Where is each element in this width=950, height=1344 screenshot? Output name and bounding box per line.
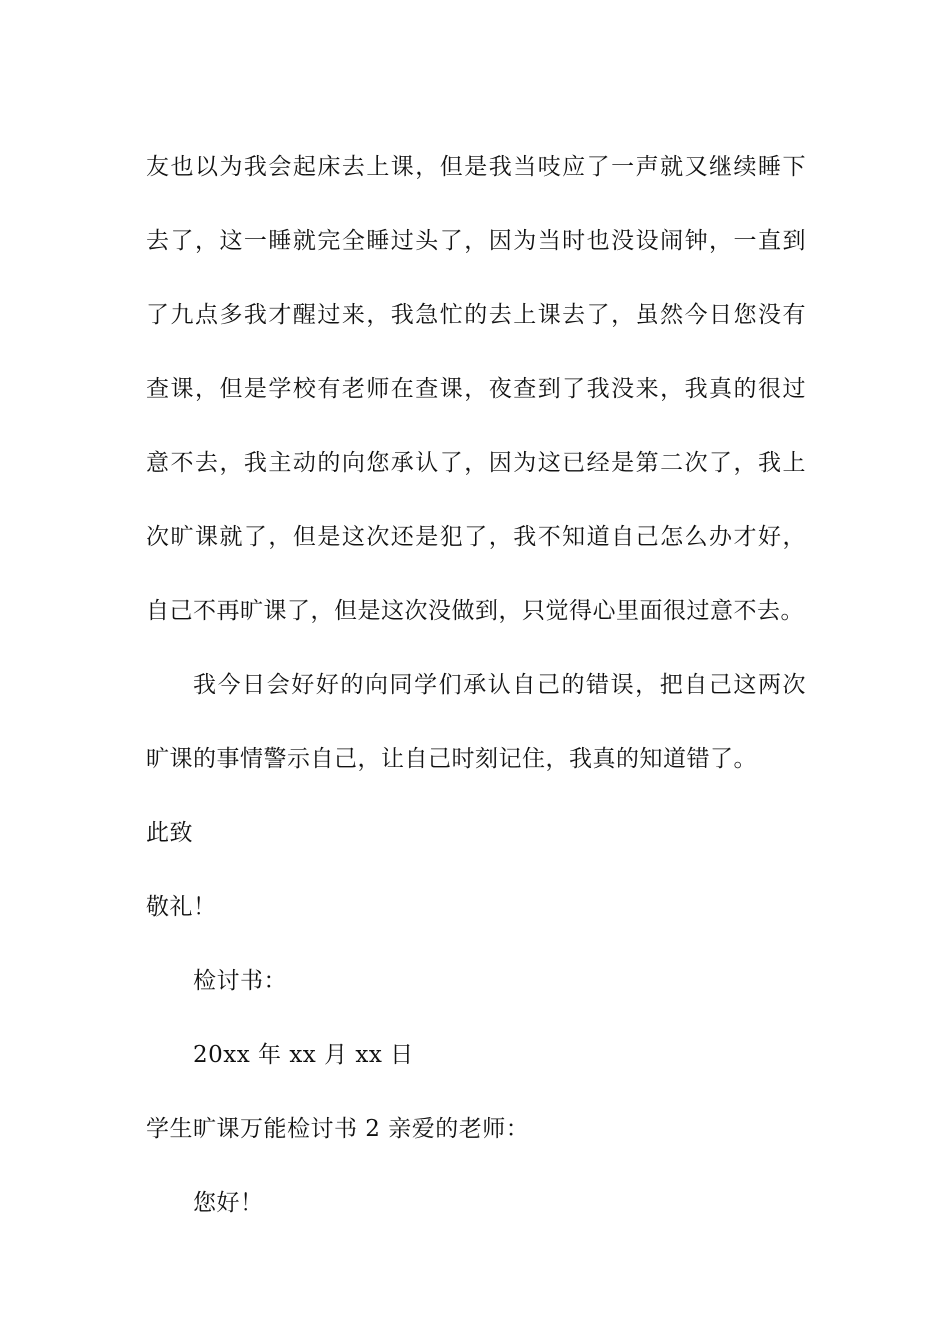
paragraph-line: 自己不再旷课了，但是这次没做到，只觉得心里面很过意不去。 (146, 598, 804, 624)
paragraph-line: 意不去，我主动的向您承认了，因为这已经是第二次了，我上 (146, 450, 806, 476)
salutation-line: 敬礼！ (146, 894, 217, 920)
paragraph-line: 了九点多我才醒过来，我急忙的去上课去了，虽然今日您没有 (146, 302, 806, 328)
signature-label: 检讨书： (193, 968, 287, 994)
date-line: 20xx 年 xx 月 xx 日 (193, 1042, 414, 1068)
paragraph-line: 我今日会好好的向同学们承认自己的错误，把自己这两次 (193, 672, 806, 698)
paragraph-line: 去了，这一睡就完全睡过头了，因为当时也没设闹钟，一直到 (146, 228, 806, 254)
paragraph-line: 查课，但是学校有老师在查课，夜查到了我没来，我真的很过 (146, 376, 806, 402)
paragraph-line: 旷课的事情警示自己，让自己时刻记住，我真的知道错了。 (146, 746, 757, 772)
paragraph-line: 次旷课就了，但是这次还是犯了，我不知道自己怎么办才好， (146, 524, 806, 550)
closing-line: 此致 (146, 820, 193, 846)
document-body (146, 130, 806, 1240)
paragraph-line: 友也以为我会起床去上课，但是我当吱应了一声就又继续睡下 (146, 154, 806, 180)
greeting-line: 您好！ (193, 1190, 264, 1216)
section-heading-line: 学生旷课万能检讨书 2 亲爱的老师： (146, 1116, 530, 1142)
